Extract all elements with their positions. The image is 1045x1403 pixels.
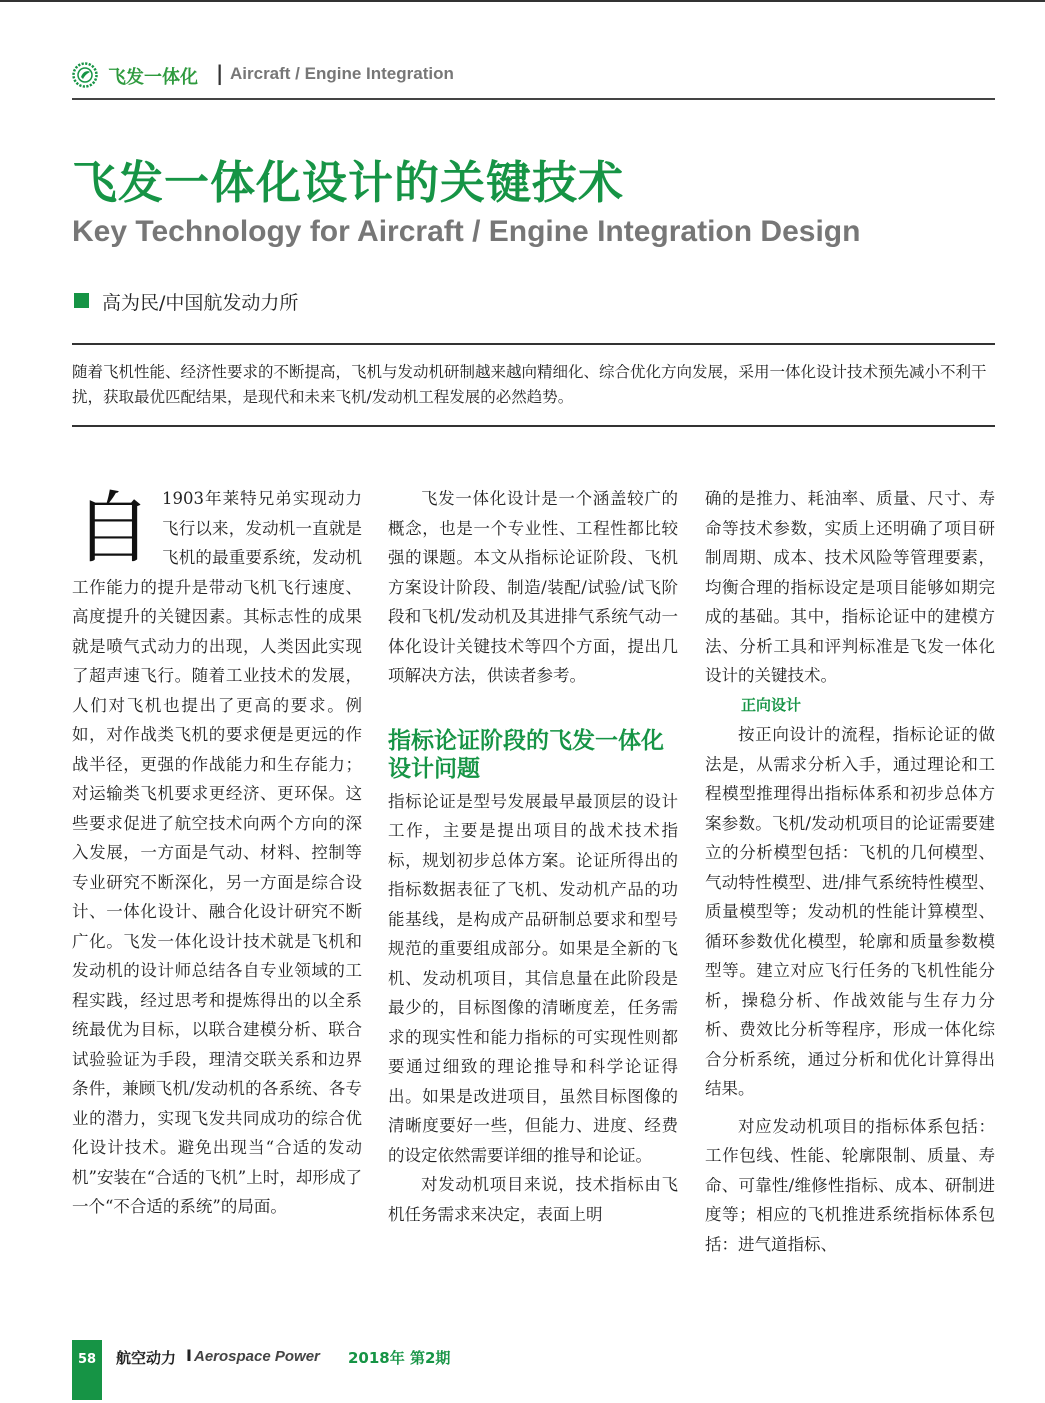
body-paragraph: 指标论证是型号发展最早最顶层的设计工作，主要是提出项目的战术技术指标，规划初步总体方案。论证所得出的指标数据表征了飞机、发动机产品的功能基线，是构成产品研制总要求和型号规范的重要组成部分。如果是全新的飞机、发动机项目，其信息量在此阶段是最少的，目标图像的清晰度差，任务需求的现实性和能力指标的可实现性则都要通过细致的理论推导和科学论证得出。如果是改进项目，虽然目标图像的清晰度要好一些，但能力、进度、经费的设定依然需要详细的推导和论证。	[388, 791, 678, 1165]
body-paragraph: 确的是推力、耗油率、质量、尺寸、寿命等技术参数，实质上还明确了项目研制周期、成本、技术风险等管理要素，均衡合理的指标设定是项目能够如期完成的基础。其中，指标论证中的建模方法、分析工具和评判标准是飞发一体化设计的关键技术。	[705, 489, 995, 685]
body-paragraph: 按正向设计的流程，指标论证的做法是，从需求分析入手，通过理论和工程模型推理得出指标体系和初步总体方案参数。飞机/发动机项目的论证需要建立的分析模型包括：飞机的几何模型、气动特性模型、进/排气系统特性模型、质量模型等；发动机的性能计算模型、循环参数优化模型，轮廓和质量参数模型等。建立对应飞行任务的飞机性能分析，操稳分析、作战效能与生存力分析、费效比分析等程序，形成一体化综合分析系统，通过分析和优化计算得出结果。	[705, 725, 995, 1098]
journal-name-cn: 航空动力	[116, 1349, 177, 1367]
abstract-text: 随着飞机性能、经济性要求的不断提高，飞机与发动机研制越来越向精细化、综合优化方向发展，采用一体化设计技术预先减小不利干扰，获取最优匹配结果，是现代和未来飞机/发动机工程发展的必然趋势。	[72, 363, 987, 406]
page-footer	[72, 1340, 995, 1400]
sub-heading: 正向设计	[741, 695, 802, 714]
issue-info: 2018年 第2期	[348, 1349, 451, 1367]
running-header	[72, 60, 995, 100]
article-title-cn: 飞发一体化设计的关键技术	[72, 156, 625, 209]
body-paragraph: 对应发动机项目的指标体系包括：工作包线、性能、轮廓限制、质量、寿命、可靠性/维修性指标、成本、研制进度等；相应的飞机推进系统指标体系包括：进气道指标、	[705, 1116, 995, 1254]
journal-name-en: Aerospace Power	[194, 1348, 320, 1365]
page-number: 58	[77, 1352, 97, 1367]
header-separator: |	[216, 61, 224, 85]
section-heading: 指标论证阶段的飞发一体化设计问题	[388, 727, 664, 782]
section-name-en: Aircraft / Engine Integration	[230, 64, 454, 83]
author-byline: 高为民/中国航发动力所	[102, 292, 299, 314]
drop-cap: 自	[74, 484, 153, 574]
body-paragraph: 1903年莱特兄弟实现动力飞行以来，发动机一直就是飞机的最重要系统，发动机工作能力的提升是带动飞机飞行速度、高度提升的关键因素。其标志性的成果就是喷气式动力的出现，人类因此实现了超声速飞行。随着工业技术的发展，人们对飞机也提出了更高的要求。例如，对作战类飞机的要求便是更远的作战半径，更强的作战能力和生存能力；对运输类飞机要求更经济、更环保。这些要求促进了航空技术向两个方向的深入发展，一方面是气动、材料、控制等专业研究不断深化，另一方面是综合设计、一体化设计、融合化设计研究不断广化。飞发一体化设计技术就是飞机和发动机的设计师总结各自专业领域的工程实践，经过思考和提炼得出的以全系统最优为目标，以联合建模分析、联合试验验证为手段，理清交联关系和边界条件，兼顾飞机/发动机的各系统、各专业的潜力，实现飞发共同成功的综合优化设计技术。避免出现当“合适的发动机”安装在“合适的飞机”上时，却形成了一个“不合适的系统”的局面。	[72, 489, 362, 1216]
abstract-box	[72, 343, 995, 427]
article-title-en: Key Technology for Aircraft / Engine Integration Design	[72, 215, 861, 248]
gear-leaf-logo-icon	[72, 62, 98, 88]
author-marker-icon	[74, 293, 89, 308]
section-name-cn: 飞发一体化	[108, 67, 198, 88]
body-paragraph: 对发动机项目来说，技术指标由飞机任务需求来决定，表面上明	[388, 1175, 678, 1224]
footer-separator: I	[186, 1346, 192, 1365]
top-rule	[0, 0, 1045, 2]
column-3	[705, 484, 995, 1259]
column-2	[388, 484, 678, 1229]
column-1	[72, 484, 362, 1222]
body-paragraph: 飞发一体化设计是一个涵盖较广的概念，也是一个专业性、工程性都比较强的课题。本文从指标论证阶段、飞机方案设计阶段、制造/装配/试验/试飞阶段和飞机/发动机及其进排气系统气动一体化设计关键技术等四个方面，提出几项解决方法，供读者参考。	[388, 489, 678, 685]
page-number-box	[72, 1340, 102, 1400]
